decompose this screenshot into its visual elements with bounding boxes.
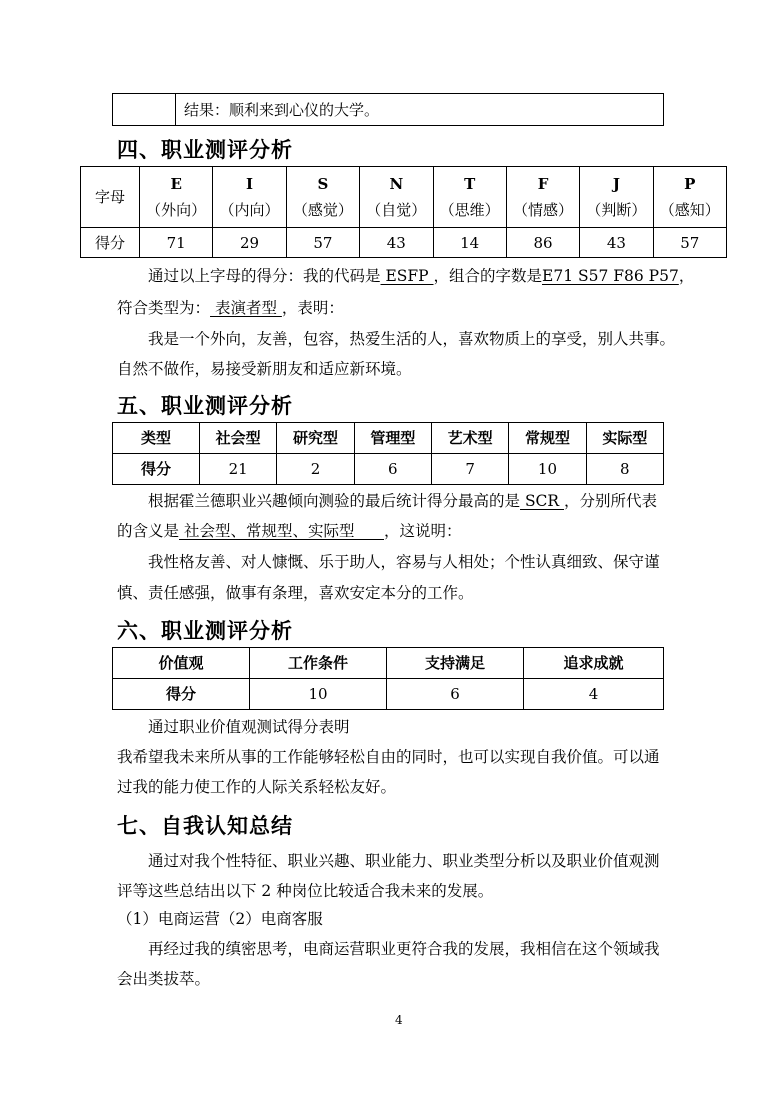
- values-header: 追求成就: [524, 648, 664, 679]
- mbti-score: 29: [213, 228, 286, 258]
- mbti-letter: I: [246, 175, 254, 193]
- holland-type: 常规型: [509, 423, 586, 454]
- section5-paragraph-2: 的含义是 社会型、常规型、实际型 ，这说明：: [117, 522, 462, 540]
- mbti-score: 43: [580, 228, 653, 258]
- holland-score: 21: [200, 454, 277, 485]
- section7-paragraph-4: 再经过我的缜密思考，电商运营职业更符合我的发展，我相信在这个领域我: [148, 940, 660, 958]
- mbti-score-label: 得分: [81, 228, 140, 258]
- holland-type: 研究型: [277, 423, 354, 454]
- holland-score: 6: [354, 454, 431, 485]
- values-score: 6: [387, 679, 524, 710]
- section4-paragraph-4: 自然不做作，易接受新朋友和适应新环境。: [117, 360, 412, 378]
- section7-paragraph-5: 会出类拔萃。: [117, 970, 211, 988]
- mbti-score: 14: [433, 228, 506, 258]
- mbti-code: ESFP: [380, 267, 434, 285]
- mbti-meaning: （自觉）: [366, 201, 427, 219]
- section7-paragraph-3: （1）电商运营（2）电商客服: [117, 910, 323, 928]
- mbti-letter: P: [684, 175, 696, 193]
- holland-code: SCR: [520, 492, 565, 510]
- mbti-col: [213, 167, 286, 228]
- mbti-score: 57: [653, 228, 726, 258]
- mbti-col: [360, 167, 433, 228]
- mbti-col: [140, 167, 213, 228]
- holland-score: 2: [277, 454, 354, 485]
- section4-heading: 四、职业测评分析: [117, 138, 293, 162]
- mbti-col: [433, 167, 506, 228]
- values-header: 支持满足: [387, 648, 524, 679]
- values-header: 工作条件: [250, 648, 387, 679]
- holland-score-label: 得分: [113, 454, 200, 485]
- section4-paragraph-2: 符合类型为： 表演者型 ，表明：: [117, 299, 344, 317]
- mbti-meaning: （内向）: [219, 201, 280, 219]
- mbti-score-table: [80, 166, 727, 258]
- values-score-table: [112, 647, 664, 710]
- mbti-letter: E: [170, 175, 182, 193]
- values-score-label: 得分: [113, 679, 250, 710]
- mbti-letter: F: [537, 175, 549, 193]
- mbti-letter: N: [389, 175, 404, 193]
- section5-paragraph-4: 慎、责任感强，做事有条理，喜欢安定本分的工作。: [117, 584, 474, 602]
- mbti-score: 86: [506, 228, 579, 258]
- mbti-col: [580, 167, 653, 228]
- values-score: 4: [524, 679, 664, 710]
- section5-heading: 五、职业测评分析: [117, 394, 293, 418]
- section7-paragraph-1: 通过对我个性特征、职业兴趣、职业能力、职业类型分析以及职业价值观测: [148, 852, 660, 870]
- section5-paragraph-1: 根据霍兰德职业兴趣倾向测验的最后统计得分最高的是 SCR ，分别所代表: [148, 492, 658, 510]
- mbti-meaning: （思维）: [439, 201, 500, 219]
- section7-paragraph-2: 评等这些总结出以下 2 种岗位比较适合我未来的发展。: [117, 882, 494, 900]
- section6-paragraph-3: 过我的能力使工作的人际关系轻松友好。: [117, 778, 397, 796]
- holland-score: 10: [509, 454, 586, 485]
- mbti-score: 71: [140, 228, 213, 258]
- mbti-meaning: （感觉）: [292, 201, 353, 219]
- holland-type: 管理型: [354, 423, 431, 454]
- holland-type: 实际型: [586, 423, 663, 454]
- holland-type: 艺术型: [431, 423, 508, 454]
- section5-paragraph-3: 我性格友善、对人慷慨、乐于助人，容易与人相处；个性认真细致、保守谨: [148, 553, 660, 571]
- holland-score-table: [112, 422, 664, 485]
- mbti-type: 表演者型: [210, 299, 282, 317]
- section6-heading: 六、职业测评分析: [117, 619, 293, 643]
- section7-heading: 七、自我认知总结: [117, 814, 293, 838]
- values-score: 10: [250, 679, 387, 710]
- section6-paragraph-2: 我希望我未来所从事的工作能够轻松自由的同时，也可以实现自我价值。可以通: [117, 748, 660, 766]
- section4-paragraph-3: 我是一个外向，友善，包容，热爱生活的人，喜欢物质上的享受，别人共事。: [148, 330, 676, 348]
- mbti-col: [506, 167, 579, 228]
- mbti-score: 57: [286, 228, 359, 258]
- mbti-letter: T: [464, 175, 476, 193]
- mbti-letter: S: [317, 175, 329, 193]
- section4-paragraph-1: 通过以上字母的得分：我的代码是 ESFP ，组合的字数是E71 S57 F86 P57，: [148, 267, 695, 285]
- mbti-meaning: （感知）: [659, 201, 720, 219]
- mbti-meaning: （情感）: [513, 201, 574, 219]
- mbti-letter: J: [612, 175, 620, 193]
- mbti-meaning: （外向）: [146, 201, 207, 219]
- mbti-col: [653, 167, 726, 228]
- mbti-combo: E71 S57 F86 P57: [542, 267, 679, 285]
- mbti-meaning: （判断）: [586, 201, 647, 219]
- mbti-score: 43: [360, 228, 433, 258]
- mbti-col: [286, 167, 359, 228]
- values-header: 价值观: [113, 648, 250, 679]
- page-number: 4: [395, 1013, 403, 1027]
- holland-types: 社会型、常规型、实际型: [179, 522, 385, 540]
- section6-paragraph-1: 通过职业价值观测试得分表明: [148, 718, 350, 736]
- holland-score: 7: [431, 454, 508, 485]
- top-result-label-cell: [113, 94, 176, 126]
- top-result-table: [112, 93, 664, 126]
- mbti-letter-label: 字母: [81, 167, 140, 228]
- top-result-text: 结果：顺利来到心仪的大学。: [176, 94, 664, 126]
- holland-type: 社会型: [200, 423, 277, 454]
- holland-header-label: 类型: [113, 423, 200, 454]
- holland-score: 8: [586, 454, 663, 485]
